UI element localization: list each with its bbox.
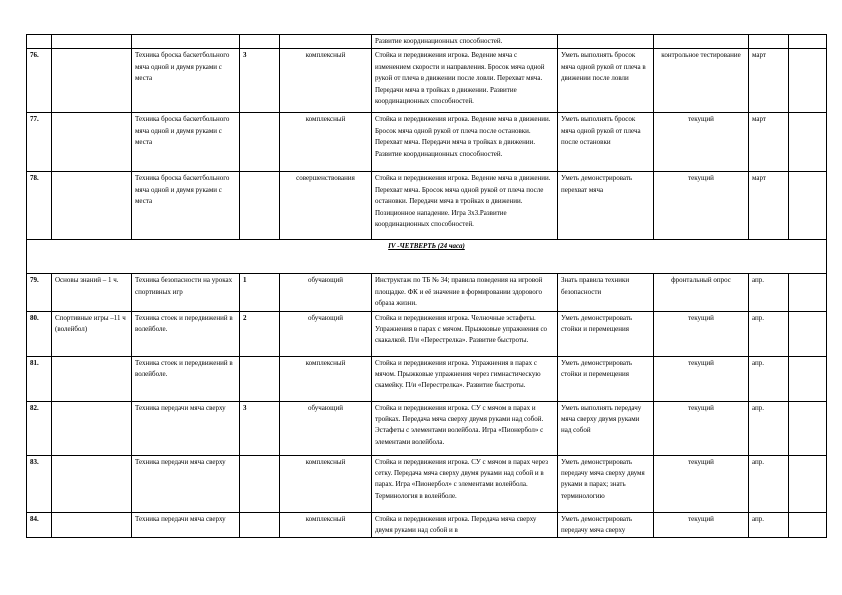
control-cell: текущий <box>654 311 749 356</box>
table-row <box>27 401 827 455</box>
lesson-type-cell: комплексный <box>280 512 372 538</box>
hours-cell: 1 <box>240 274 280 311</box>
topic-cell: Техника стоек и передвижений в волейболе. <box>132 356 240 401</box>
lesson-number: 82. <box>27 401 52 455</box>
notes-cell <box>789 172 827 240</box>
date-cell: апр. <box>749 512 789 538</box>
lesson-number: 83. <box>27 455 52 512</box>
control-cell: текущий <box>654 172 749 240</box>
section-cell <box>52 455 132 512</box>
quarter-heading <box>27 240 827 274</box>
content-cell: Стойка и передвижения игрока. Ведение мяча с изменением скорости и направления. Бросок мяча одной рукой от плеча в движении после ловли. Перехват мяча. Передачи мяча в тройках в движении. Развитие координационных способностей. <box>372 49 558 113</box>
requirements-cell: Уметь выполнять бросок мяча одной рукой от плеча после остановки <box>558 113 654 172</box>
control-cell: текущий <box>654 512 749 538</box>
topic-cell: Техника безопасности на уроках спортивных игр <box>132 274 240 311</box>
topic-cell: Техника броска баскетбольного мяча одной и двумя руками с места <box>132 49 240 113</box>
content-cell: Стойка и передвижения игрока. СУ с мячом в парах через сетку. Передача мяча сверху двумя руками над собой и в парах. Игра «Пионербол» с элементами волейбола. Терминология в волейболе. <box>372 455 558 512</box>
table-row <box>27 172 827 240</box>
hours-cell <box>240 113 280 172</box>
section-cell <box>52 172 132 240</box>
section-cell: Основы знаний – 1 ч. <box>52 274 132 311</box>
control-cell: текущий <box>654 113 749 172</box>
section-cell <box>52 113 132 172</box>
date-cell: март <box>749 49 789 113</box>
table-row <box>27 113 827 172</box>
hours-cell <box>240 172 280 240</box>
control-cell: контрольное тестирование <box>654 49 749 113</box>
lesson-number: 76. <box>27 49 52 113</box>
table-row <box>27 49 827 113</box>
lesson-type-cell: обучающий <box>280 401 372 455</box>
control-cell: текущий <box>654 455 749 512</box>
section-cell <box>52 356 132 401</box>
control-cell: текущий <box>654 401 749 455</box>
requirements-cell: Уметь демонстрировать стойки и перемещения <box>558 356 654 401</box>
topic-cell: Техника стоек и передвижений в волейболе. <box>132 311 240 356</box>
requirements-cell: Уметь демонстрировать стойки и перемещения <box>558 311 654 356</box>
notes-cell <box>789 49 827 113</box>
content-cell: Стойка и передвижения игрока. Передача мяча сверху двумя руками над собой и в <box>372 512 558 538</box>
content-cell: Стойка и передвижения игрока. Челночные эстафеты. Упражнения в парах с мячом. Прыжковые упражнения со скакалкой. П/и «Перестрелка». Развитие быстроты. <box>372 311 558 356</box>
content-cell: Инструктаж по ТБ № 34; правила поведения на игровой площадке. ФК и её значение в формировании здорового образа жизни. <box>372 274 558 311</box>
notes-cell <box>789 311 827 356</box>
lesson-number: 80. <box>27 311 52 356</box>
date-cell: март <box>749 172 789 240</box>
notes-cell <box>789 512 827 538</box>
hours-cell <box>240 455 280 512</box>
table-row <box>27 512 827 538</box>
section-cell: Спортивные игры –11 ч (волейбол) <box>52 311 132 356</box>
content-cell: Стойка и передвижения игрока. Упражнения в парах с мячом. Прыжковые упражнения через гимнастическую скамейку. П/и «Перестрелка». Развитие быстроты. <box>372 356 558 401</box>
notes-cell <box>789 274 827 311</box>
topic-cell: Техника броска баскетбольного мяча одной и двумя руками с места <box>132 113 240 172</box>
table-row <box>27 455 827 512</box>
notes-cell <box>789 401 827 455</box>
hours-cell: 3 <box>240 401 280 455</box>
lesson-type-cell: комплексный <box>280 49 372 113</box>
control-cell: текущий <box>654 356 749 401</box>
hours-cell <box>240 356 280 401</box>
requirements-cell: Знать правила техники безопасности <box>558 274 654 311</box>
hours-cell: 3 <box>240 49 280 113</box>
section-cell <box>52 401 132 455</box>
topic-cell: Техника передачи мяча сверху <box>132 512 240 538</box>
date-cell: апр. <box>749 356 789 401</box>
lesson-type-cell: комплексный <box>280 356 372 401</box>
quarter-numeral: IV <box>388 242 396 251</box>
requirements-cell: Уметь демонстрировать передачу мяча сверху <box>558 512 654 538</box>
lesson-number: 81. <box>27 356 52 401</box>
date-cell: апр. <box>749 455 789 512</box>
table-row <box>27 274 827 311</box>
quarter-title: -ЧЕТВЕРТЬ (24 часа) <box>395 242 465 251</box>
table-row <box>27 311 827 356</box>
date-cell: март <box>749 113 789 172</box>
requirements-cell: Уметь выполнять бросок мяча одной рукой от плеча в движении после ловли <box>558 49 654 113</box>
lesson-number: 77. <box>27 113 52 172</box>
content-cell: Развитие координационных способностей. <box>372 35 558 49</box>
section-cell <box>52 512 132 538</box>
date-cell: апр. <box>749 311 789 356</box>
lesson-type-cell: обучающий <box>280 274 372 311</box>
notes-cell <box>789 356 827 401</box>
content-cell: Стойка и передвижения игрока. Ведение мяча в движении. Бросок мяча одной рукой от плеча после остановки. Перехват мяча. Передачи мяча в тройках в движении. Развитие координационных способностей. <box>372 113 558 172</box>
lesson-type-cell: комплексный <box>280 113 372 172</box>
lesson-type-cell: комплексный <box>280 455 372 512</box>
lesson-type-cell: совершенствования <box>280 172 372 240</box>
control-cell: фронтальный опрос <box>654 274 749 311</box>
date-cell: апр. <box>749 274 789 311</box>
requirements-cell: Уметь демонстрировать перехват мяча <box>558 172 654 240</box>
requirements-cell: Уметь демонстрировать передачу мяча сверху двумя руками в парах; знать терминологию <box>558 455 654 512</box>
content-cell: Стойка и передвижения игрока. Ведение мяча в движении. Перехват мяча. Бросок мяча одной рукой от плеча после остановки. Передачи мяча в тройках в движении. Позиционное нападение. Игра 3х3.Развитие координационных способностей. <box>372 172 558 240</box>
hours-cell: 2 <box>240 311 280 356</box>
topic-cell: Техника передачи мяча сверху <box>132 401 240 455</box>
table-row <box>27 356 827 401</box>
table-row <box>27 35 827 49</box>
requirements-cell: Уметь выполнять передачу мяча сверху двумя руками над собой <box>558 401 654 455</box>
content-cell: Стойка и передвижения игрока. СУ с мячом в парах и тройках. Передача мяча сверху двумя руками над собой. Эстафеты с элементами волейбола. Игра «Пионербол» с элементами волейбола. <box>372 401 558 455</box>
date-cell: апр. <box>749 401 789 455</box>
lesson-number: 79. <box>27 274 52 311</box>
hours-cell <box>240 512 280 538</box>
topic-cell: Техника броска баскетбольного мяча одной и двумя руками с места <box>132 172 240 240</box>
lesson-type-cell: обучающий <box>280 311 372 356</box>
lesson-plan-table <box>26 34 827 538</box>
notes-cell <box>789 455 827 512</box>
quarter-header-row <box>27 240 827 274</box>
notes-cell <box>789 113 827 172</box>
section-cell <box>52 49 132 113</box>
lesson-number: 84. <box>27 512 52 538</box>
topic-cell: Техника передачи мяча сверху <box>132 455 240 512</box>
lesson-number: 78. <box>27 172 52 240</box>
